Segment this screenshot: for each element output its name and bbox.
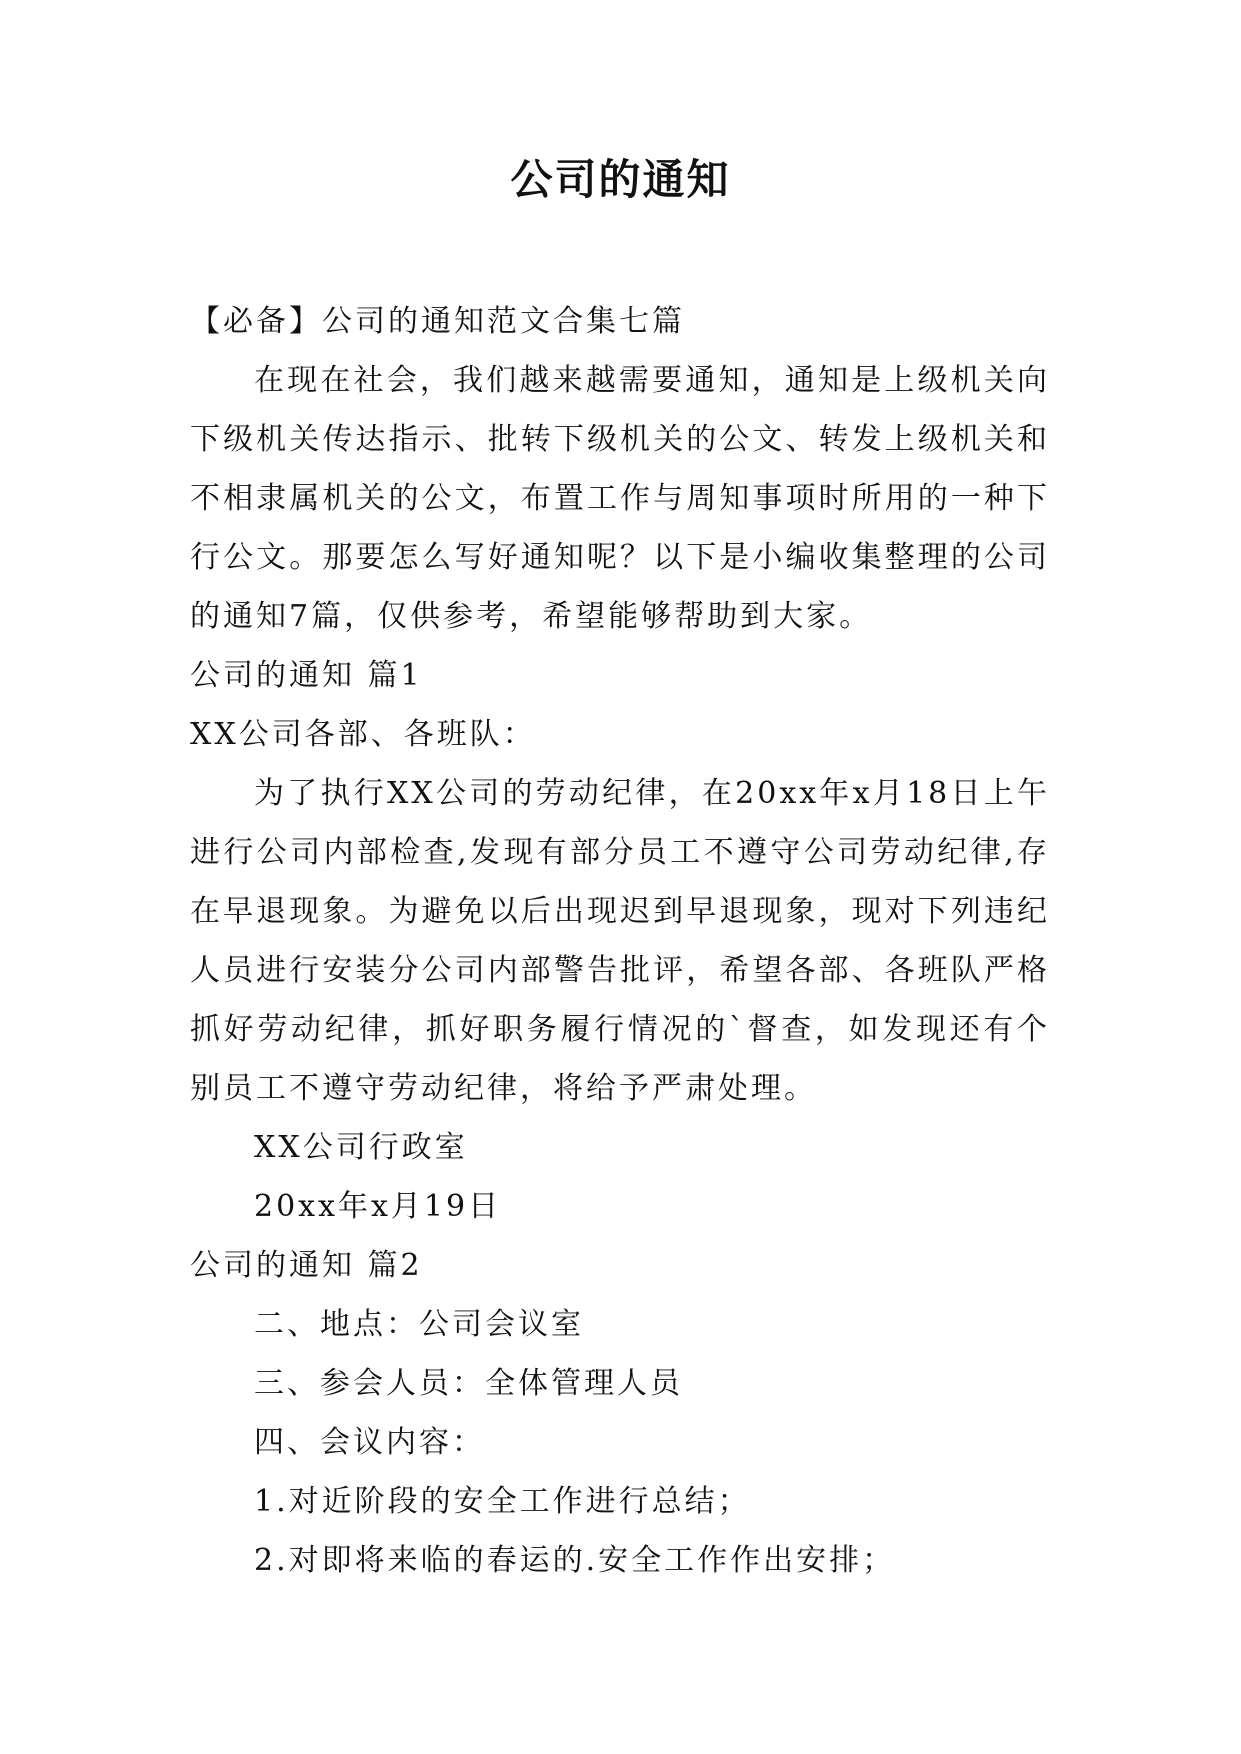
meeting-item-2: 2.对即将来临的春运的.安全工作作出安排； [254, 1543, 896, 1578]
meeting-location: 二、地点：公司会议室 [254, 1307, 584, 1342]
issuer-line: XX公司行政室 [254, 1130, 468, 1165]
document-title: 公司的通知 [510, 155, 731, 204]
notice-body-paragraph: 为了执行XX公司的劳动纪律，在20xx年x月18日上午进行公司内部检查,发现有部分员工不遵守公司劳动纪律,存在早退现象。为避免以后出现迟到早退现象，现对下列违纪人员进行安装分公司内部警告批评，希望各部、各班队严格抓好劳动纪律，抓好职务履行情况的`督查，如发现还有个别员工不遵守劳动纪律，将给予严肃处理。 [190, 776, 1050, 1106]
recipient-line: XX公司各部、各班队： [190, 717, 536, 752]
intro-paragraph: 在现在社会，我们越来越需要通知，通知是上级机关向下级机关传达指示、批转下级机关的公文、转发上级机关和不相隶属机关的公文，布置工作与周知事项时所用的一种下行公文。那要怎么写好通知呢？以下是小编收集整理的公司的通知7篇，仅供参考，希望能够帮助到大家。 [190, 363, 1050, 634]
section-heading-1: 公司的通知 篇1 [190, 658, 423, 693]
document-subtitle: 【必备】公司的通知范文合集七篇 [190, 304, 685, 339]
meeting-content-heading: 四、会议内容： [254, 1425, 485, 1460]
date-line: 20xx年x月19日 [254, 1189, 502, 1224]
section-heading-2: 公司的通知 篇2 [190, 1248, 423, 1283]
meeting-attendees: 三、参会人员：全体管理人员 [254, 1366, 683, 1401]
meeting-item-1: 1.对近阶段的安全工作进行总结； [254, 1484, 751, 1519]
document-body [190, 292, 1050, 1590]
